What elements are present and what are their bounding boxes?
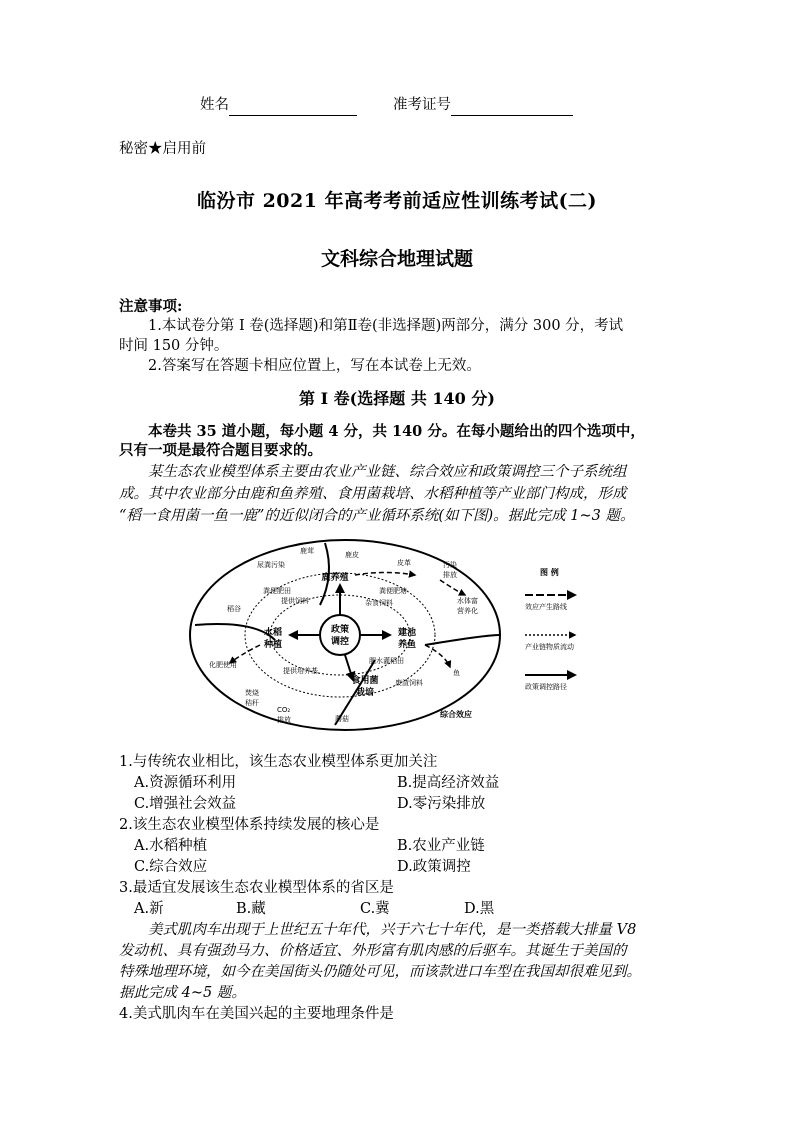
section-heading: 第 I 卷(选择题 共 140 分) bbox=[299, 389, 495, 408]
passage2-line3: 特殊地理环境，如今在美国街头仍随处可见，而该款进口车型在我国却很难见到。 bbox=[119, 964, 641, 980]
label-pollution-2: 排放 bbox=[443, 571, 457, 579]
name-blank[interactable] bbox=[229, 101, 357, 116]
label-fish-irrigate: 肥水灌稻田 bbox=[369, 657, 404, 665]
page-title: 临汾市 2021 年高考考前适应性训练考试(二) bbox=[196, 190, 598, 212]
center-node-l1: 政策 bbox=[330, 625, 350, 635]
label-waste-feed: 废渣饲料 bbox=[395, 679, 423, 687]
legend-item-3: 政策调控路径 bbox=[525, 683, 567, 691]
label-manure-fertilizer: 粪便肥田 bbox=[263, 587, 291, 595]
exam-no-blank[interactable] bbox=[451, 101, 573, 116]
notes-heading: 注意事项: bbox=[119, 298, 183, 315]
question-3-option-a[interactable]: A.新 bbox=[134, 901, 164, 917]
label-nutrient: 提供培养基 bbox=[283, 667, 318, 675]
label-eutrophication-1: 水体富 bbox=[457, 597, 478, 605]
fish-node-l2: 养鱼 bbox=[397, 640, 417, 650]
notes-item1-line1: 1.本试卷分第 I 卷(选择题)和第Ⅱ卷(非选择题)两部分，满分 300 分，考试 bbox=[148, 318, 624, 334]
name-label: 姓名 bbox=[200, 97, 229, 113]
question-3-stem: 3.最适宜发展该生态农业模型体系的省区是 bbox=[119, 880, 394, 896]
passage2-line2: 发动机、具有强劲马力、价格适宜、外形富有肌肉感的后驱车。其诞生于美国的 bbox=[119, 943, 627, 959]
legend-item-2: 产业链物质流动 bbox=[525, 643, 574, 651]
label-antler: 鹿茸 bbox=[300, 547, 314, 555]
mushroom-node-l2: 栽培 bbox=[355, 688, 375, 698]
passage1-line1: 某生态农业模型体系主要由农业产业链、综合效应和政策调控三个子系统组 bbox=[148, 464, 627, 480]
passage2-line4: 据此完成 4~5 题。 bbox=[119, 985, 246, 1001]
deer-node: 鹿养殖 bbox=[321, 573, 349, 583]
legend-title: 图 例 bbox=[540, 568, 559, 577]
page-subtitle: 文科综合地理试题 bbox=[320, 248, 473, 270]
rice-node-l2: 种植 bbox=[263, 640, 283, 650]
legend-item-1: 效应产生路线 bbox=[525, 603, 567, 611]
fish-node-l1: 建池 bbox=[397, 628, 417, 638]
secret-mark: 秘密★启用前 bbox=[119, 141, 206, 157]
question-4-stem: 4.美式肌肉车在美国兴起的主要地理条件是 bbox=[119, 1006, 394, 1022]
question-2-stem: 2.该生态农业模型体系持续发展的核心是 bbox=[119, 817, 380, 833]
label-co2-2: 排放 bbox=[277, 716, 291, 724]
question-1-stem: 1.与传统农业相比，该生态农业模型体系更加关注 bbox=[119, 754, 438, 770]
label-feed-supply: 提供饲料 bbox=[281, 597, 309, 605]
exam-no-label: 准考证号 bbox=[393, 97, 451, 113]
question-3-option-d[interactable]: D.黑 bbox=[464, 901, 495, 917]
question-3-option-c[interactable]: C.冀 bbox=[360, 901, 390, 917]
label-fertilizer: 化肥使用 bbox=[209, 661, 237, 669]
question-2-option-b[interactable]: B.农业产业链 bbox=[397, 838, 485, 854]
question-2-option-a[interactable]: A.水稻种植 bbox=[134, 838, 208, 854]
question-1-option-b[interactable]: B.提高经济效益 bbox=[397, 775, 500, 791]
label-straw: 稻谷 bbox=[227, 605, 241, 613]
center-node-l2: 调控 bbox=[330, 637, 350, 647]
label-hay-feed: 杂食饲料 bbox=[365, 599, 393, 607]
passage1-line3: “稻一食用菌一鱼一鹿”的近似闭合的产业循环系统(如下图)。据此完成 1~3 题。 bbox=[119, 508, 635, 524]
eco-agriculture-diagram bbox=[185, 535, 625, 735]
label-mushroom-out: 蘑菇 bbox=[335, 715, 349, 723]
label-combined: 综合效应 bbox=[440, 710, 472, 719]
label-deer-skin: 鹿皮 bbox=[345, 551, 359, 559]
question-1-option-d[interactable]: D.零污染排放 bbox=[397, 796, 486, 812]
label-burn-straw-1: 焚烧 bbox=[245, 689, 259, 697]
passage2-line1: 美式肌肉车出现于上世纪五十年代，兴于六七十年代，是一类搭载大排量 V8 bbox=[148, 922, 637, 938]
question-1-option-a[interactable]: A.资源循环利用 bbox=[134, 775, 237, 791]
label-leather: 皮革 bbox=[397, 559, 411, 567]
label-pollution-1: 污染 bbox=[443, 561, 457, 569]
label-burn-straw-2: 秸秆 bbox=[245, 699, 259, 707]
notes-item1-line2: 时间 150 分钟。 bbox=[119, 338, 229, 354]
passage1-line2: 成。其中农业部分由鹿和鱼养殖、食用菌栽培、水稻种植等产业部门构成，形成 bbox=[119, 486, 627, 502]
section-instructions-line1: 本卷共 35 道小题，每小题 4 分，共 140 分。在每小题给出的四个选项中， bbox=[148, 423, 645, 440]
question-1-option-c[interactable]: C.增强社会效益 bbox=[134, 796, 237, 812]
section-instructions-line2: 只有一项是最符合题目要求的。 bbox=[119, 442, 322, 459]
label-dung-fertilize: 粪便肥塘 bbox=[379, 587, 407, 595]
label-eutrophication-2: 营养化 bbox=[457, 607, 478, 615]
label-co2-1: CO₂ bbox=[277, 706, 291, 714]
exam-no-field bbox=[393, 95, 573, 116]
question-2-option-c[interactable]: C.综合效应 bbox=[134, 859, 208, 875]
notes-item2: 2.答案写在答题卡相应位置上，写在本试卷上无效。 bbox=[148, 358, 481, 374]
name-field bbox=[200, 95, 357, 116]
question-3-option-b[interactable]: B.藏 bbox=[236, 901, 266, 917]
question-2-option-d[interactable]: D.政策调控 bbox=[397, 859, 471, 875]
rice-node-l1: 水稻 bbox=[263, 628, 283, 638]
label-fish: 鱼 bbox=[453, 669, 460, 677]
label-manure-pollution: 尿粪污染 bbox=[257, 561, 285, 569]
mushroom-node-l1: 食用菌 bbox=[351, 676, 379, 686]
